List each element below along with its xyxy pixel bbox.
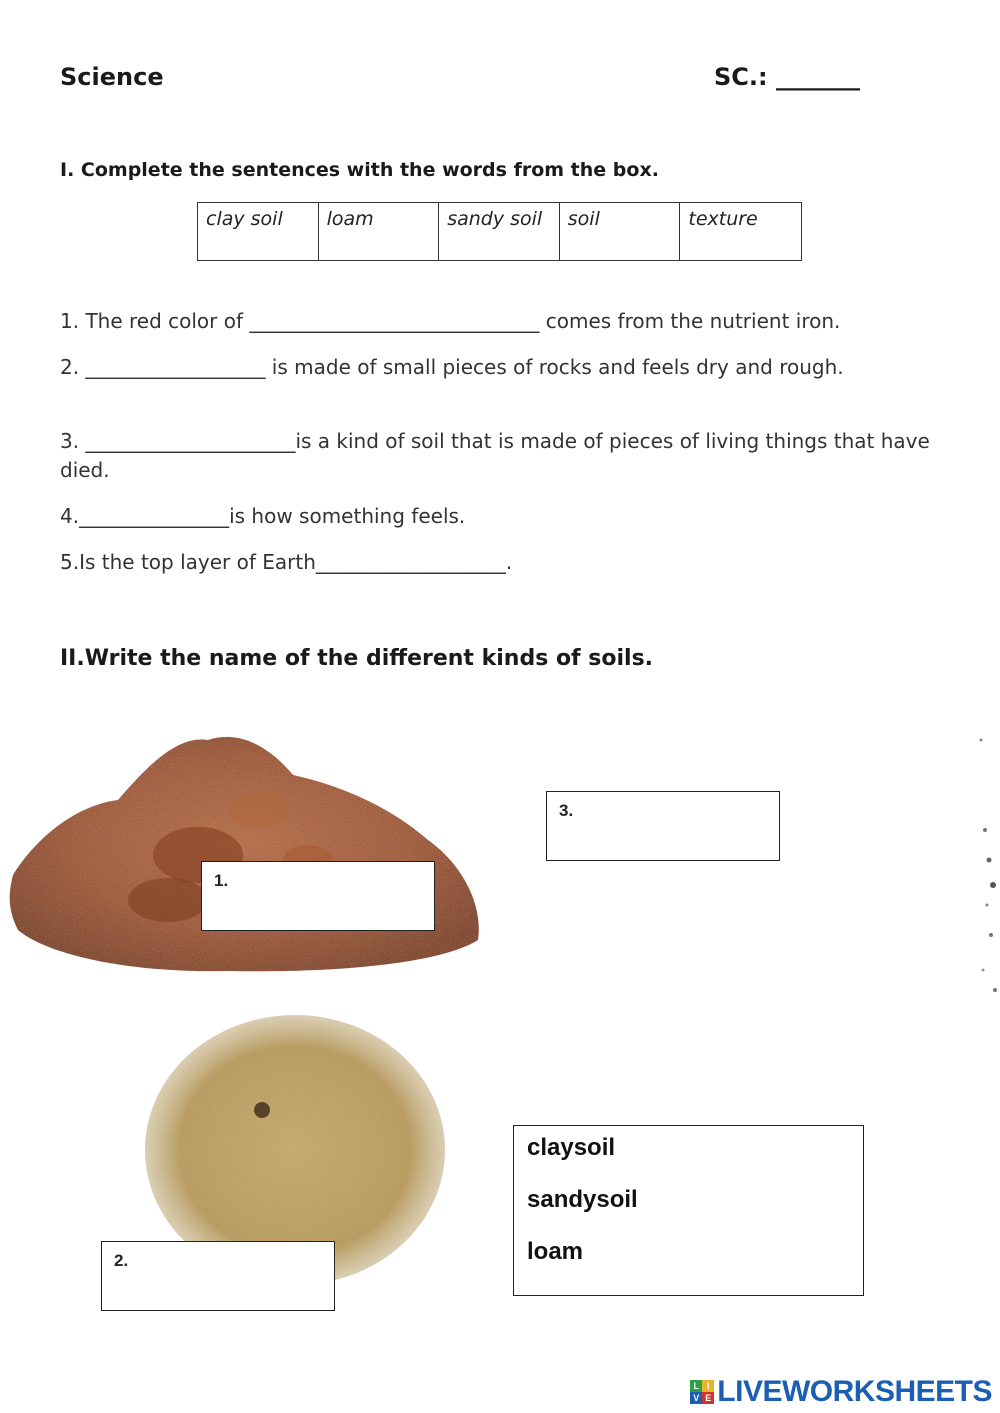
sentence-4: 4._______________is how something feels. xyxy=(60,504,466,528)
sc-label: SC.: _______ xyxy=(714,63,860,91)
answer-box-label: 2. xyxy=(114,1251,129,1270)
scan-speckles xyxy=(975,700,1000,1010)
answer-input-3[interactable] xyxy=(585,800,771,852)
logo-letter: E xyxy=(702,1392,714,1404)
word-bank xyxy=(513,1125,864,1296)
logo-mark-icon xyxy=(690,1380,714,1404)
sentence-5: 5.Is the top layer of Earth___________________. xyxy=(60,550,513,574)
section1-title: I. Complete the sentences with the words from the box. xyxy=(60,159,659,181)
logo-letter: I xyxy=(702,1380,714,1392)
word-bank-item: sandysoil xyxy=(527,1186,638,1213)
answer-box-label: 1. xyxy=(214,871,229,890)
subject-title: Science xyxy=(60,63,164,91)
sentence-2: 2. __________________ is made of small pieces of rocks and feels dry and rough. xyxy=(60,355,844,379)
answer-box-3[interactable] xyxy=(546,791,780,861)
sentence-3: 3. _____________________is a kind of soil that is made of pieces of living things that have died. xyxy=(60,429,930,482)
sentence-1: 1. The red color of _____________________________ comes from the nutrient iron. xyxy=(60,309,841,333)
liveworksheets-logo xyxy=(690,1376,992,1408)
answer-input-1[interactable] xyxy=(240,870,426,922)
logo-letter: L xyxy=(690,1380,702,1392)
answer-box-1[interactable] xyxy=(201,861,435,931)
clay-soil-image xyxy=(8,725,488,975)
word-bank-item: loam xyxy=(527,1238,584,1265)
logo-letter: V xyxy=(690,1392,702,1404)
word-box-cell: sandy soil xyxy=(439,203,560,260)
answer-input-2[interactable] xyxy=(140,1250,326,1302)
word-box-cell: soil xyxy=(560,203,681,260)
word-box-cell: loam xyxy=(319,203,440,260)
logo-text: LIVEWORKSHEETS xyxy=(717,1375,992,1408)
section2-title: II.Write the name of the different kinds of soils. xyxy=(60,646,654,671)
word-bank-item: claysoil xyxy=(527,1134,616,1161)
word-box-cell: texture xyxy=(688,208,758,230)
answer-box-2[interactable] xyxy=(101,1241,335,1311)
word-box xyxy=(197,202,802,261)
answer-box-label: 3. xyxy=(559,801,574,820)
word-box-cell: clay soil xyxy=(198,203,319,260)
